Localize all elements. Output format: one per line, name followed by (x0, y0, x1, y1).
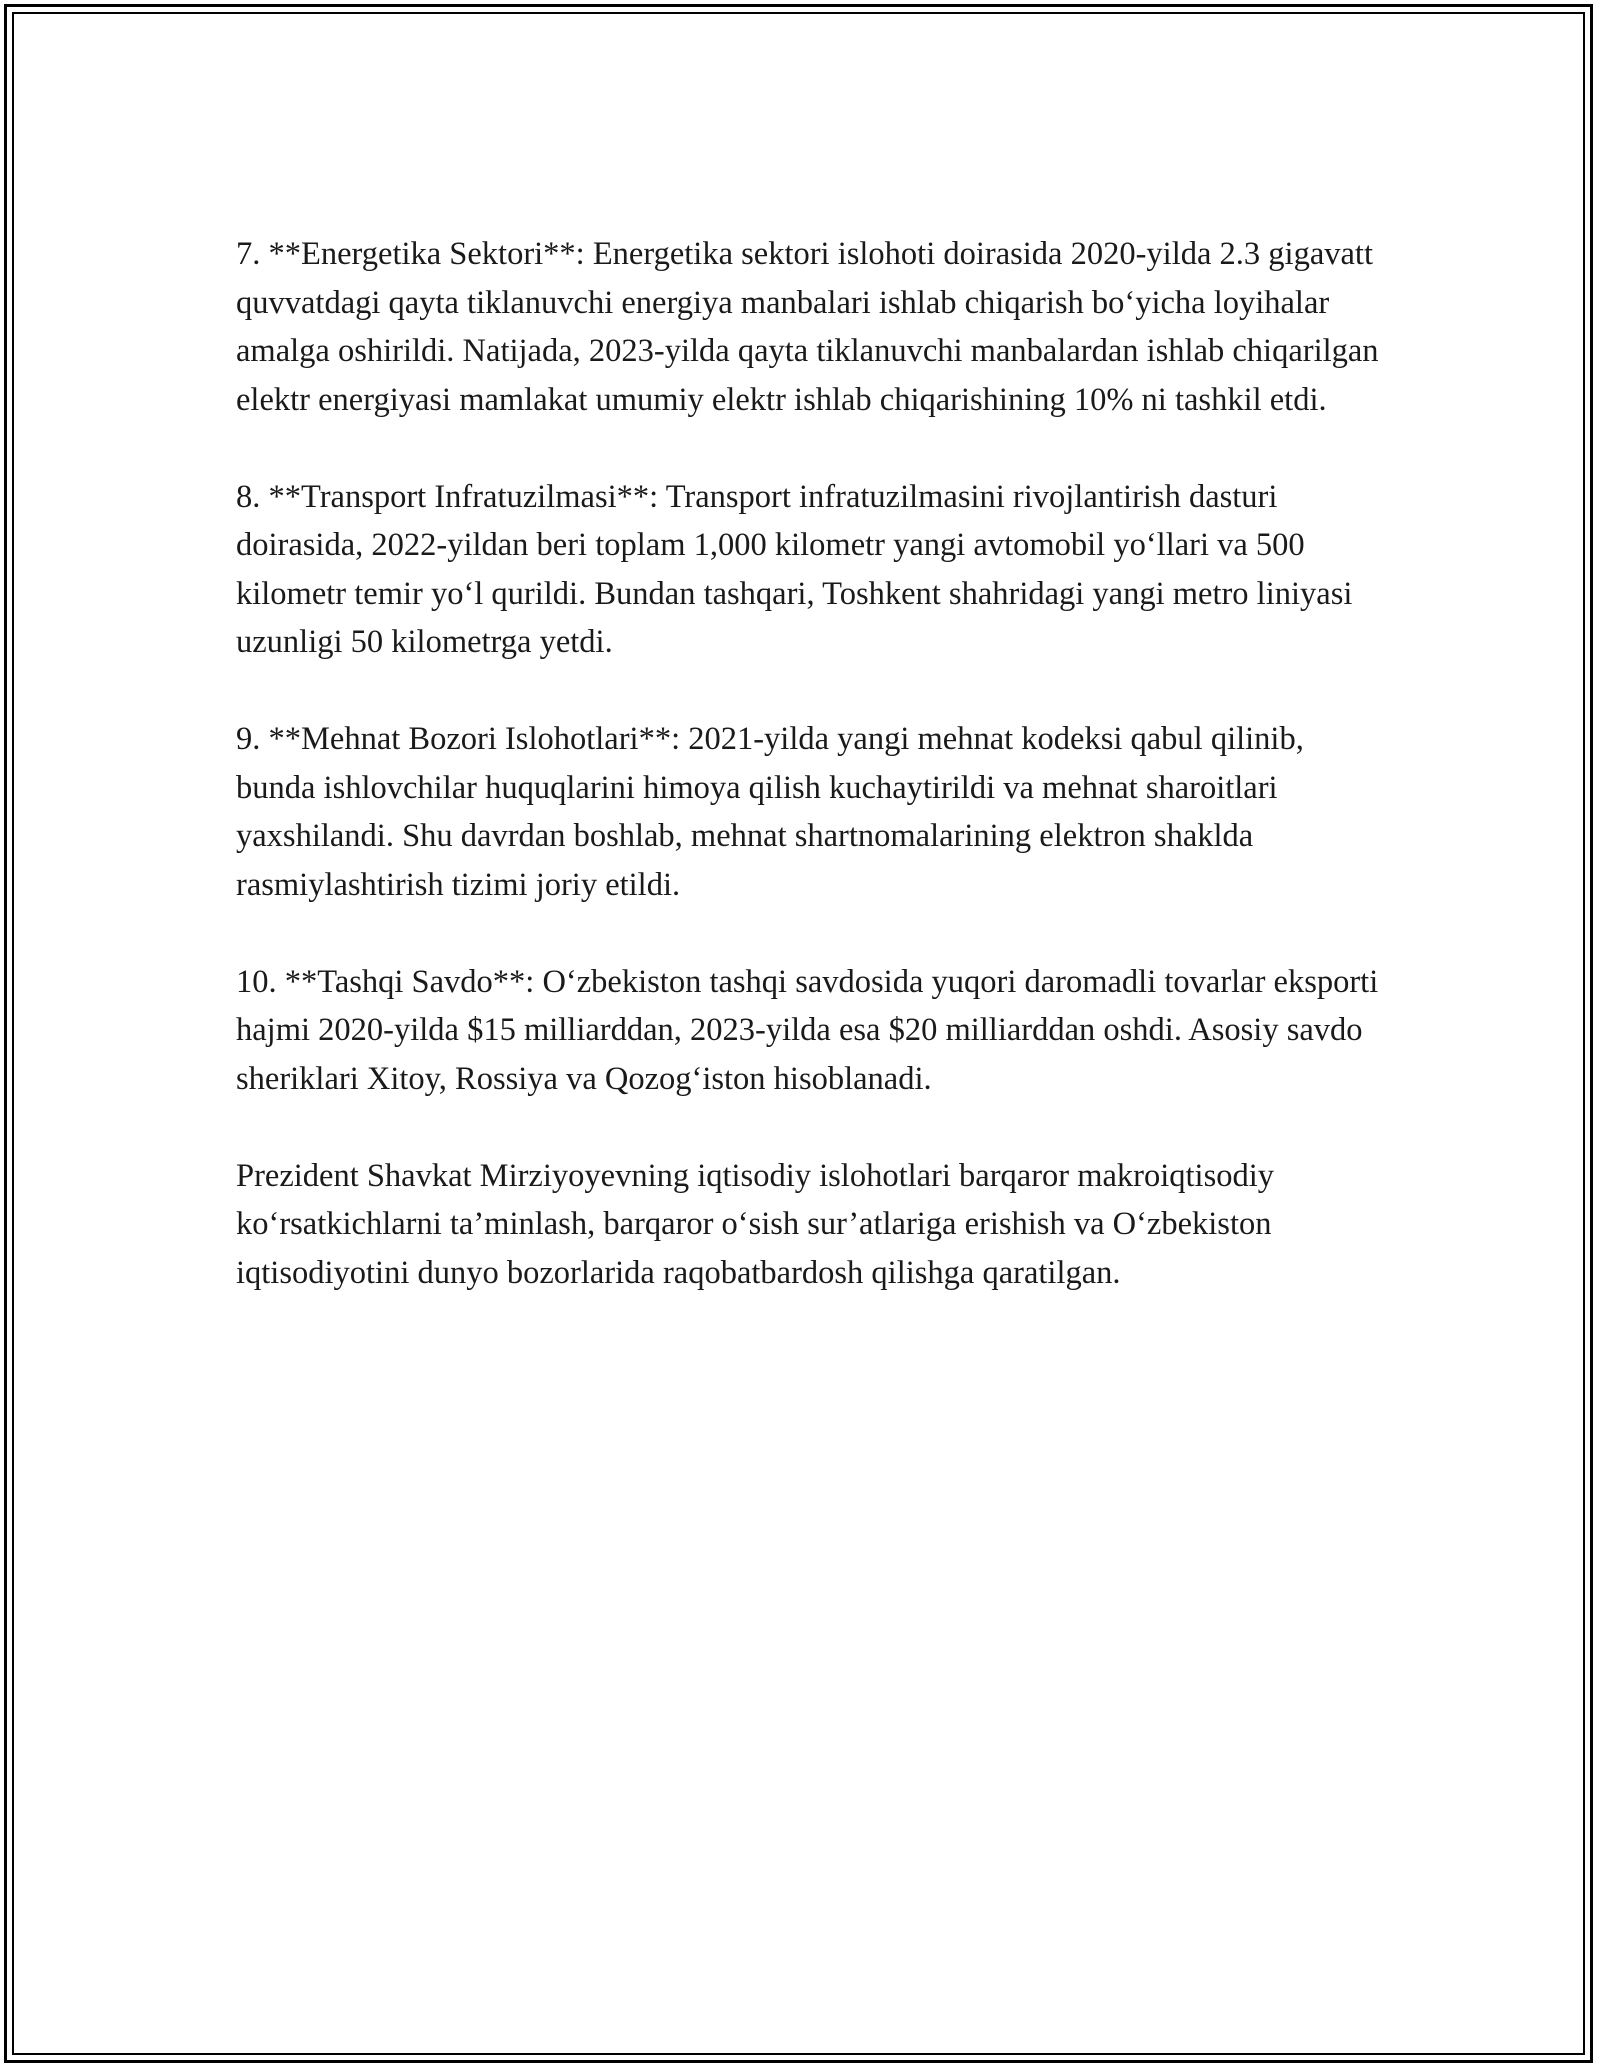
paragraph-conclusion: Prezident Shavkat Mirziyoyevning iqtisodiy islohotlari barqaror makroiqtisodiy ko‘rsatkichlarni ta’minlash, barqaror o‘sish sur’atlariga erishish va O‘zbekiston iqtisodiyotini dunyo bozorlarida raqobatbardosh qilishga qaratilgan. (236, 1157, 1275, 1291)
paragraph-foreign-trade: 10. **Tashqi Savdo**: O‘zbekiston tashqi savdosida yuqori daromadli tovarlar eksporti hajmi 2020-yilda $15 milliarddan, 2023-yilda esa $20 milliarddan oshdi. Asosiy savdo sheriklari Xitoy, Rossiya va Qozog‘iston hisoblanadi. (236, 963, 1379, 1097)
paragraph-energy-sector: 7. **Energetika Sektori**: Energetika sektori islohoti doirasida 2020-yilda 2.3 gigavatt quvvatdagi qayta tiklanuvchi energiya manbalari ishlab chiqarish bo‘yicha loyihalar amalga oshirildi. Natijada, 2023-yilda qayta tiklanuvchi manbalardan ishlab chiqarilgan elektr energiyasi mamlakat umumiy elektr ishlab chiqarishining 10% ni tashkil etdi. (236, 236, 1379, 418)
paragraph-labor-market-reforms: 9. **Mehnat Bozori Islohotlari**: 2021-yilda yangi mehnat kodeksi qabul qilinib, bunda ishlovchilar huquqlarini himoya qilish kuchaytirildi va mehnat sharoitlari yaxshilandi. Shu davrdan boshlab, mehnat shartnomalarining elektron shaklda rasmiylashtirish tizimi joriy etildi. (236, 721, 1304, 903)
paragraph-transport-infrastructure: 8. **Transport Infratuzilmasi**: Transport infratuzilmasini rivojlantirish dasturi doirasida, 2022-yildan beri toplam 1,000 kilometr yangi avtomobil yo‘llari va 500 kilometr temir yo‘l qurildi. Bundan tashqari, Toshkent shahridagi yangi metro liniyasi uzunligi 50 kilometrga yetdi. (236, 478, 1353, 660)
document-body (236, 230, 1386, 1346)
